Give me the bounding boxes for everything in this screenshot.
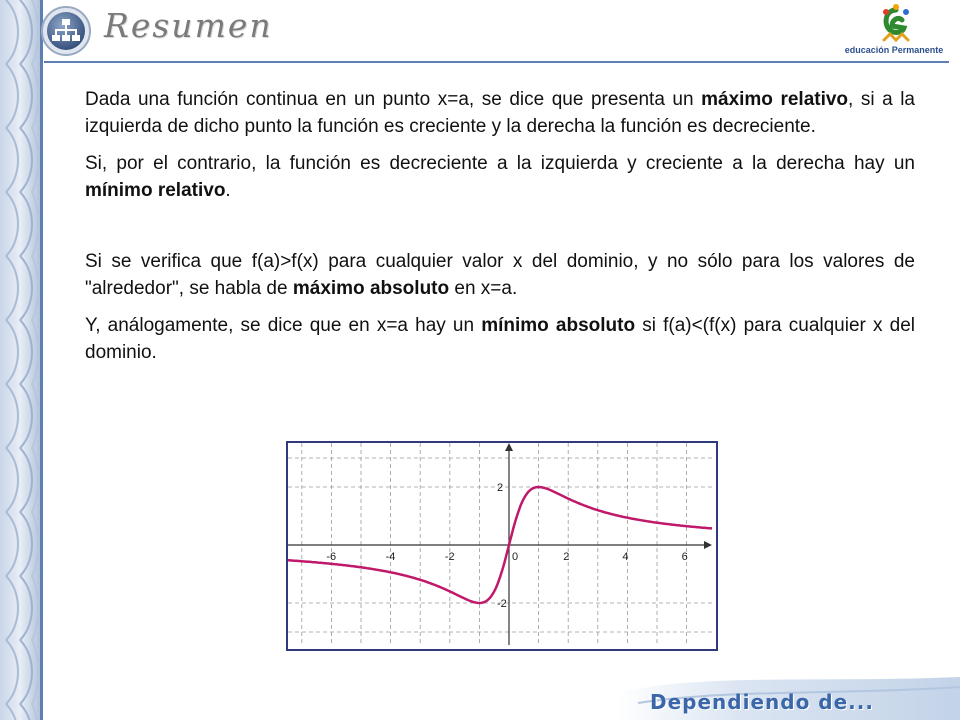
- brand-text: educación Permanente: [844, 45, 944, 55]
- left-border-line: [40, 0, 43, 720]
- x-tick-label: 4: [622, 551, 629, 563]
- x-tick-label: 6: [681, 551, 688, 563]
- sitemap-icon: [40, 5, 92, 57]
- x-tick-label: -6: [326, 551, 337, 563]
- left-decorative-bar: [0, 0, 40, 720]
- x-axis-arrow-icon: [704, 541, 712, 549]
- text-run: Si se verifica que f(a)>f(x) para cualquier valor x del dominio, y no sólo para los valores de "alrededor", se habla de: [85, 251, 915, 299]
- content-text: [85, 86, 915, 376]
- x-tick-label: 2: [563, 551, 570, 563]
- header-rule: [44, 61, 949, 63]
- text-run: si f(a)<(f(x) para cualquier x del dominio.: [85, 315, 916, 363]
- bold-term: mínimo absoluto: [481, 315, 636, 336]
- bold-term: máximo absoluto: [292, 278, 450, 299]
- y-tick-label: 2: [497, 482, 504, 494]
- y-axis-arrow-icon: [505, 443, 513, 451]
- x-tick-label: 0: [512, 551, 519, 563]
- brand-logo: [838, 2, 950, 64]
- text-run: , si a la izquierda de dicho punto la función es creciente y la derecha la función es decreciente.: [85, 89, 915, 137]
- text-run: Y, análogamente, se dice que en x=a hay un: [85, 315, 482, 336]
- y-tick-label: -2: [497, 598, 507, 610]
- text-run: .: [225, 180, 231, 201]
- page-title: Resumen: [104, 6, 273, 45]
- x-tick-label: -2: [444, 551, 455, 563]
- paragraph-min-relative: [85, 150, 915, 204]
- footer-label: Dependiendo de...: [650, 690, 874, 714]
- education-logo-icon: [876, 4, 916, 48]
- text-run: en x=a.: [449, 278, 518, 299]
- bold-term: mínimo relativo: [85, 180, 226, 201]
- bold-term: máximo relativo: [701, 89, 849, 110]
- paragraph-max-absolute: [85, 248, 915, 302]
- text-run: Dada una función continua en un punto x=a, se dice que presenta un: [85, 89, 702, 110]
- graph-grid: [288, 443, 712, 645]
- paragraph-max-relative: [85, 86, 915, 140]
- text-run: Si, por el contrario, la función es decreciente a la izquierda y creciente a la derecha hay un: [85, 153, 915, 174]
- function-graph: [286, 441, 718, 651]
- x-tick-label: -4: [385, 551, 396, 563]
- paragraph-min-absolute: [85, 312, 915, 366]
